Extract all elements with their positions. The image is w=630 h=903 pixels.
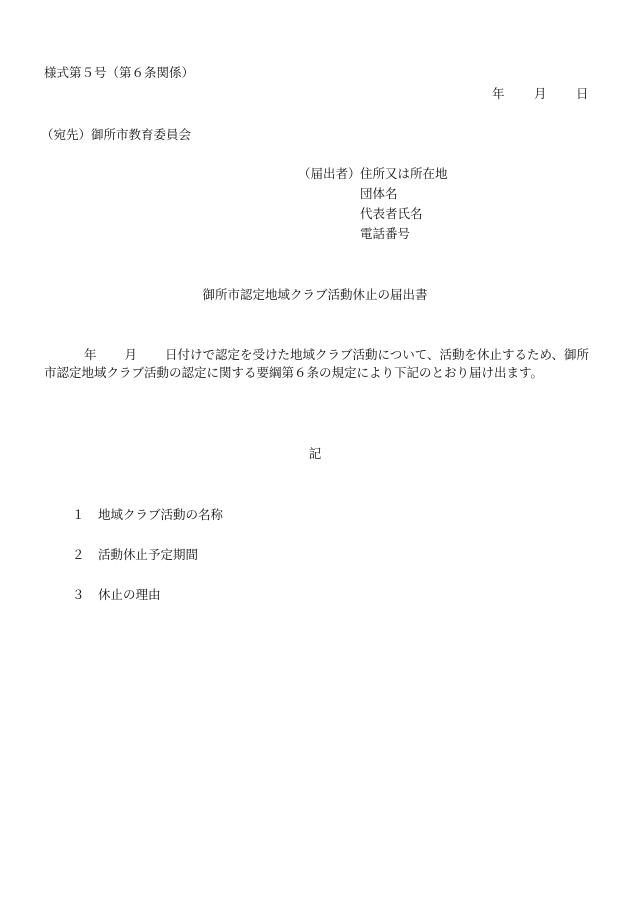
form-number: 様式第５号（第６条関係） <box>44 65 195 80</box>
item-number: ２ <box>72 547 85 562</box>
body-text: 日付けで認定を受けた地域クラブ活動について、活動を休止するため、御所市認定地域クラブ活動の認定に関する要綱第６条の規定により下記のとおり届け出ます。 <box>44 347 590 380</box>
notifier-fields <box>360 166 448 246</box>
item-label: 活動休止予定期間 <box>98 547 199 562</box>
body-month: 月 <box>124 347 138 362</box>
item-number: ３ <box>72 587 85 602</box>
addressee: （宛先）御所市教育委員会 <box>41 127 192 142</box>
body-paragraph <box>44 346 590 382</box>
list-item <box>72 507 223 523</box>
document-title: 御所市認定地域クラブ活動休止の届出書 <box>202 287 428 302</box>
item-label: 休止の理由 <box>98 587 161 602</box>
date-day: 日 <box>576 86 589 101</box>
notifier-field-address: 住所又は所在地 <box>360 166 448 181</box>
item-label: 地域クラブ活動の名称 <box>98 507 224 522</box>
date-month: 月 <box>534 86 547 101</box>
ki-heading: 記 <box>308 446 322 461</box>
item-number: １ <box>72 507 85 522</box>
notifier-field-representative: 代表者氏名 <box>360 206 423 221</box>
notifier-label: （届出者） <box>298 166 361 181</box>
list-item <box>72 547 198 563</box>
date-year: 年 <box>492 86 505 101</box>
body-year: 年 <box>84 347 97 362</box>
notifier-field-organization: 団体名 <box>360 186 398 201</box>
notifier-field-phone: 電話番号 <box>360 226 411 241</box>
list-item <box>72 587 161 603</box>
date-line <box>492 86 589 102</box>
